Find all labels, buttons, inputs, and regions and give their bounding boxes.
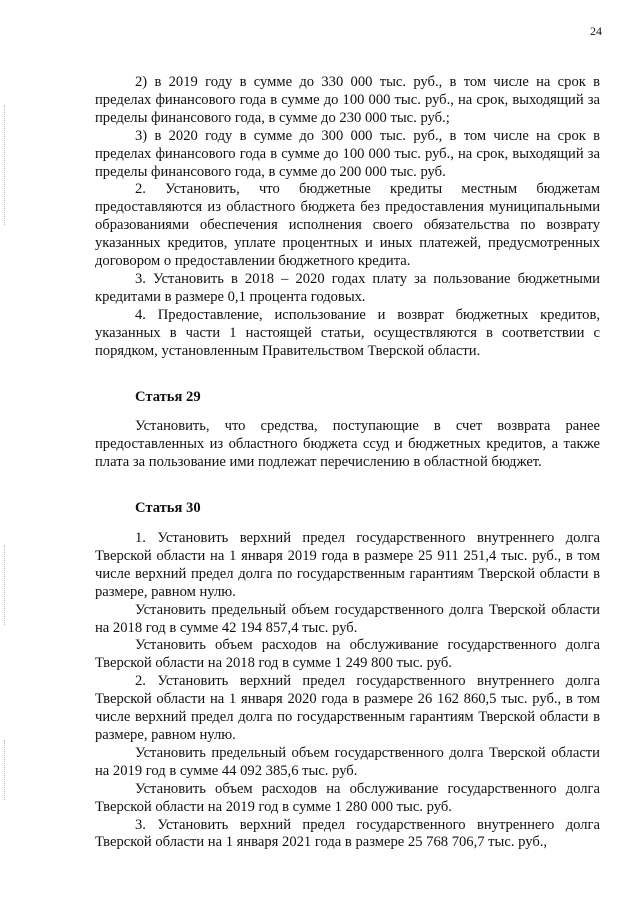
page-number: 24	[590, 24, 602, 38]
article-30-paragraph: Установить предельный объем государственного долга Тверской области на 2018 год в сумме 42 194 857,4 тыс. руб.	[95, 601, 600, 636]
document-body	[95, 74, 600, 852]
article-29-text: Установить, что средства, поступающие в счет возврата ранее предоставленных из областного бюджета ссуд и бюджетных кредитов, а также плата за пользование ими подлежат перечислению в областной бюджет.	[95, 418, 600, 471]
paragraph: 4. Предоставление, использование и возврат бюджетных кредитов, указанных в части 1 настоящей статьи, осуществляются в соответствии с порядком, установленным Правительством Тверской области.	[95, 306, 600, 359]
article-29-heading: Статья 29	[135, 388, 201, 405]
article-30-heading: Статья 30	[135, 500, 201, 517]
paragraph: 3) в 2020 году в сумме до 300 000 тыс. руб., в том числе на срок в пределах финансового года в сумме до 100 000 тыс. руб., на срок, выходящий за пределы финансового года, в сумме до 200 000 тыс. руб.	[95, 127, 600, 180]
paragraph: 2) в 2019 году в сумме до 330 000 тыс. руб., в том числе на срок в пределах финансового года в сумме до 100 000 тыс. руб., на срок, выходящий за пределы финансового года, в сумме до 230 000 тыс. руб.;	[95, 74, 600, 126]
article-30-paragraph: 2. Установить верхний предел государственного внутреннего долга Тверской области на 1 января 2020 года в размере 26 162 860,5 тыс. руб., в том числе верхний предел долга по государственным гарантиям Тверской области в размере, равном нулю.	[95, 673, 600, 743]
binding-margin-marks	[4, 545, 7, 625]
article-30-paragraph: Установить объем расходов на обслуживание государственного долга Тверской области на 2018 год в сумме 1 249 800 тыс. руб.	[95, 637, 600, 672]
binding-margin-marks	[4, 105, 7, 225]
paragraph: 2. Установить, что бюджетные кредиты местным бюджетам предоставляются из областного бюджета без предоставления муниципальными образованиями обеспечения исполнения своего обязательства по возврату указанных кредитов, уплате процентных и иных платежей, предусмотренных договором о предоставлении бюджетного кредита.	[95, 181, 600, 270]
article-30-paragraph: Установить предельный объем государственного долга Тверской области на 2019 год в сумме 44 092 385,6 тыс. руб.	[95, 744, 600, 779]
binding-margin-marks	[4, 740, 7, 800]
paragraph: 3. Установить в 2018 – 2020 годах плату за пользование бюджетными кредитами в размере 0,1 процента годовых.	[95, 270, 600, 305]
article-30-paragraph: 1. Установить верхний предел государственного внутреннего долга Тверской области на 1 января 2019 года в размере 25 911 251,4 тыс. руб., в том числе верхний предел долга по государственным гарантиям Тверской области в размере, равном нулю.	[95, 530, 600, 600]
article-30-paragraph: Установить объем расходов на обслуживание государственного долга Тверской области на 2019 год в сумме 1 280 000 тыс. руб.	[95, 780, 600, 815]
article-30-paragraph: 3. Установить верхний предел государственного внутреннего долга Тверской области на 1 января 2021 года в размере 25 768 706,7 тыс. руб.,	[95, 816, 600, 851]
